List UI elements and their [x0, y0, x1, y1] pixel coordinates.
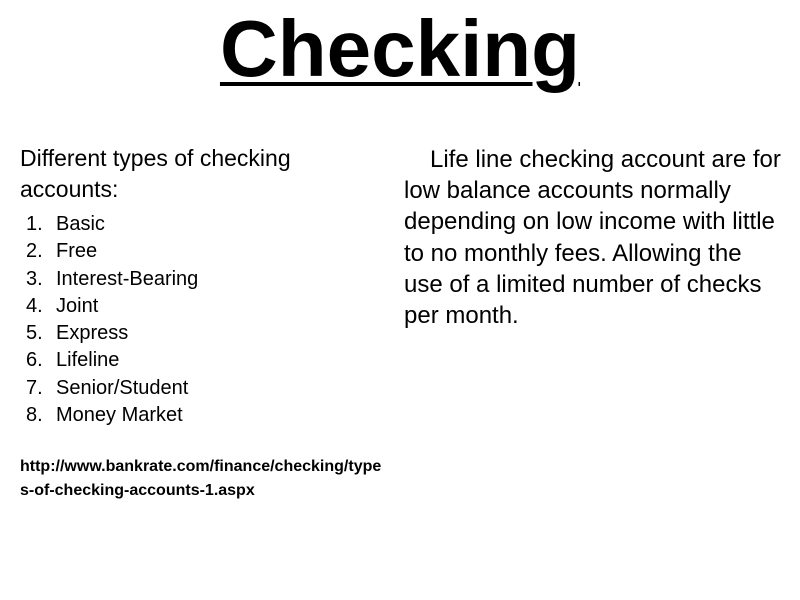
list-number: 6.	[26, 349, 43, 372]
list-item	[26, 293, 390, 320]
list-number: 5.	[26, 322, 43, 345]
list-item	[26, 238, 390, 265]
list-number: 7.	[26, 376, 43, 399]
list-label: Basic	[56, 213, 105, 235]
list-label: Express	[56, 322, 129, 345]
source-link: http://www.bankrate.com/finance/checking/types-of-checking-accounts-1.aspx	[20, 458, 382, 499]
list-number: 3.	[26, 267, 43, 290]
list-label: Money Market	[56, 404, 183, 427]
list-item	[26, 266, 390, 293]
types-intro: Different types of checking accounts:	[20, 145, 291, 202]
list-label: Interest-Bearing	[56, 267, 199, 290]
list-label: Joint	[56, 294, 99, 317]
list-number: 1.	[26, 213, 43, 235]
list-number: 8.	[26, 404, 43, 427]
list-item	[26, 402, 390, 429]
account-types-list	[20, 211, 390, 429]
list-label: Senior/Student	[56, 376, 189, 399]
list-item	[26, 320, 390, 347]
list-label: Free	[56, 240, 98, 263]
list-item	[26, 347, 390, 374]
list-item	[26, 211, 390, 238]
lifeline-description: Life line checking account are for low balance accounts normally depending on low income with little to no monthly fees. Allowing the use of a limited number of checks per month.	[404, 146, 781, 330]
list-number: 2.	[26, 240, 43, 263]
list-number: 4.	[26, 294, 43, 317]
list-item	[26, 375, 390, 402]
list-label: Lifeline	[56, 349, 120, 372]
left-column	[20, 143, 390, 429]
slide-title: Checking	[219, 4, 581, 93]
